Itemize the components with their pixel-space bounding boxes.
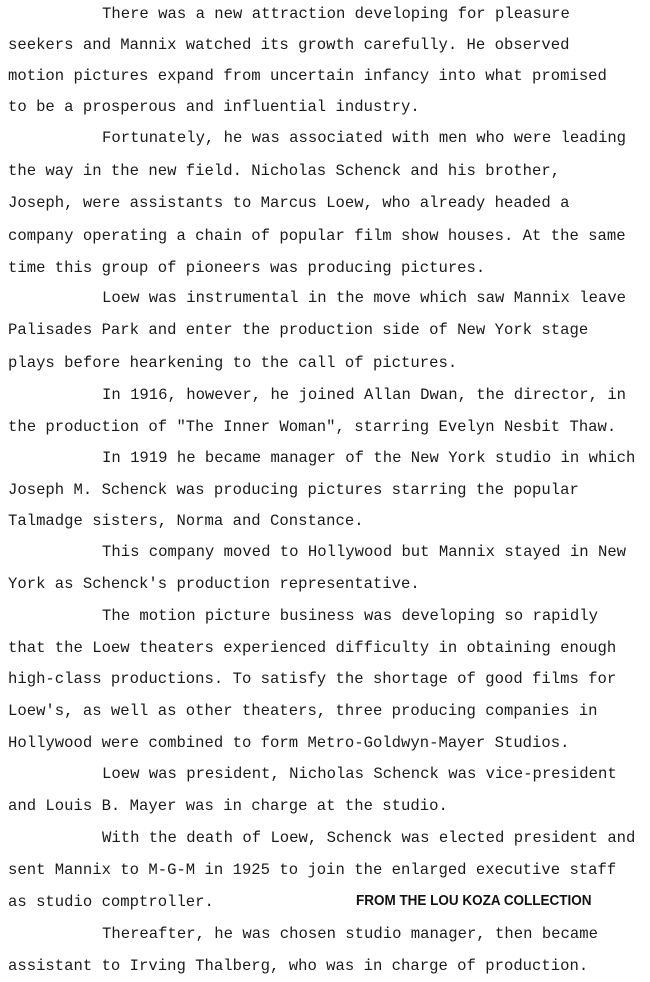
text-line: Fortunately, he was associated with men who were leading <box>102 129 627 147</box>
collection-stamp: FROM THE LOU KOZA COLLECTION <box>356 893 592 909</box>
text-line: company operating a chain of popular film show houses. At the same <box>8 227 626 245</box>
text-line: Talmadge sisters, Norma and Constance. <box>8 512 364 530</box>
text-line: The motion picture business was developing so rapidly <box>102 607 598 625</box>
text-line: Thereafter, he was chosen studio manager, then became <box>102 925 598 943</box>
text-line: Hollywood were combined to form Metro-Goldwyn-Mayer Studios. <box>8 734 570 752</box>
text-line: This company moved to Hollywood but Mannix stayed in New <box>102 543 627 561</box>
text-line: and Louis B. Mayer was in charge at the studio. <box>8 797 448 815</box>
text-line: With the death of Loew, Schenck was elected president and <box>102 829 636 847</box>
text-line: to be a prosperous and influential industry. <box>8 98 420 116</box>
text-line: York as Schenck's production representative. <box>8 575 420 593</box>
text-line: motion pictures expand from uncertain infancy into what promised <box>8 67 607 85</box>
text-line: Loew was instrumental in the move which saw Mannix leave <box>102 289 627 307</box>
text-line: as studio comptroller. <box>8 893 214 911</box>
text-line: time this group of pioneers was producing pictures. <box>8 259 486 277</box>
text-line: that the Loew theaters experienced difficulty in obtaining enough <box>8 639 617 657</box>
text-line: Loew was president, Nicholas Schenck was vice-president <box>102 765 617 783</box>
text-line: Loew's, as well as other theaters, three producing companies in <box>8 702 598 720</box>
text-line: In 1919 he became manager of the New York studio in which <box>102 449 636 467</box>
text-line: high-class productions. To satisfy the shortage of good films for <box>8 670 617 688</box>
text-line: assistant to Irving Thalberg, who was in charge of production. <box>8 957 589 975</box>
text-line: the production of "The Inner Woman", starring Evelyn Nesbit Thaw. <box>8 418 617 436</box>
text-line: Joseph M. Schenck was producing pictures starring the popular <box>8 481 579 499</box>
text-line: seekers and Mannix watched its growth carefully. He observed <box>8 36 570 54</box>
text-line: There was a new attraction developing for pleasure <box>102 5 570 23</box>
text-line: sent Mannix to M-G-M in 1925 to join the enlarged executive staff <box>8 861 617 879</box>
text-line: Joseph, were assistants to Marcus Loew, who already headed a <box>8 194 570 212</box>
text-line: In 1916, however, he joined Allan Dwan, the director, in <box>102 386 627 404</box>
text-line: the way in the new field. Nicholas Schenck and his brother, <box>8 162 561 180</box>
text-line: plays before hearkening to the call of pictures. <box>8 354 458 372</box>
text-line: Palisades Park and enter the production side of New York stage <box>8 321 589 339</box>
